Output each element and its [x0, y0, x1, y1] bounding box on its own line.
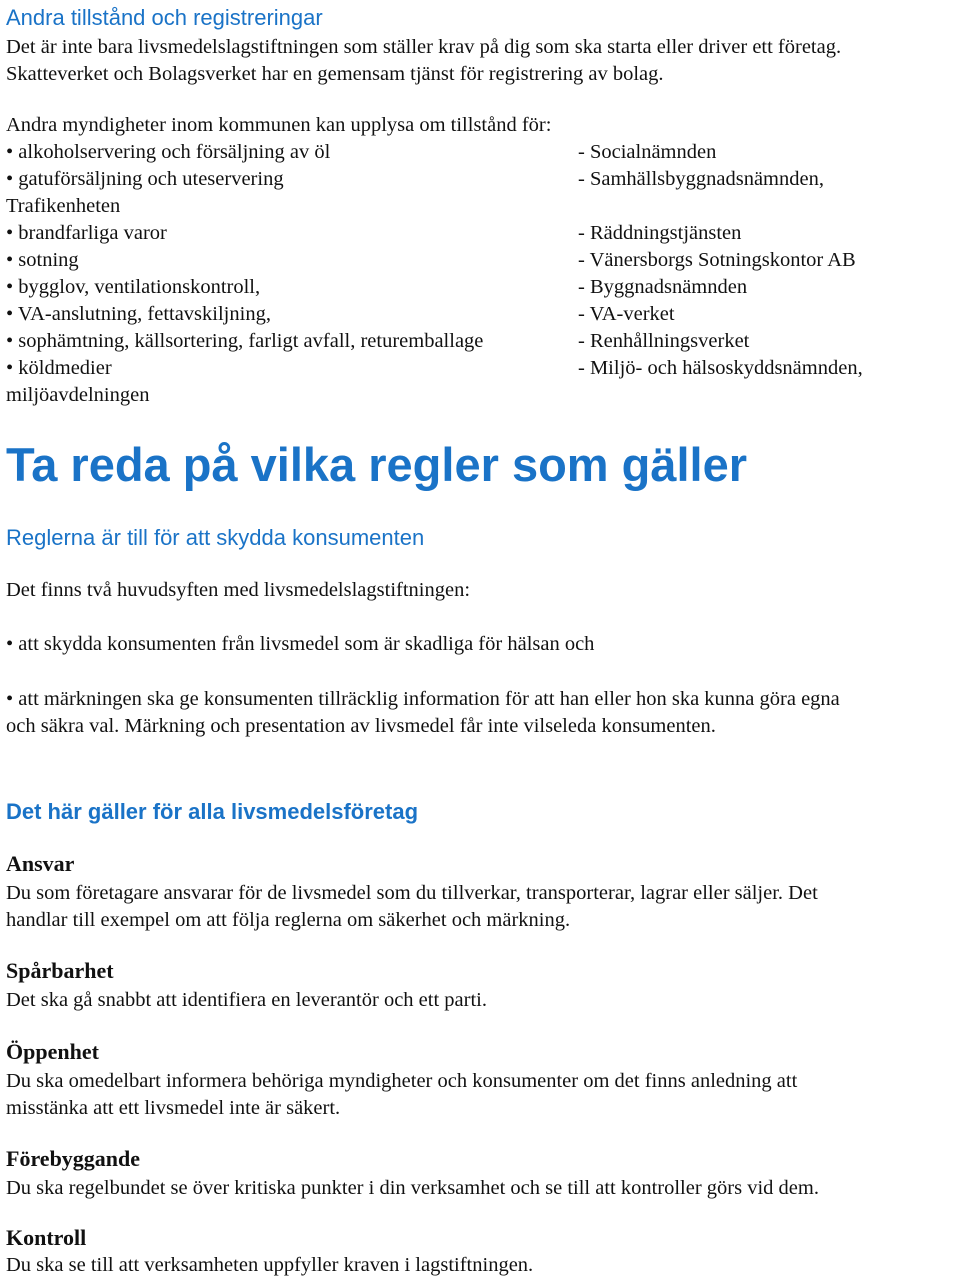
- permit-topic: • VA-anslutning, fettavskiljning,: [6, 303, 271, 325]
- purpose-bullet-2-cont: och säkra val. Märkning och presentation av livsmedel får inte vilseleda konsumenten.: [6, 715, 716, 737]
- authority-name: - Vänersborgs Sotningskontor AB: [578, 249, 856, 271]
- section-heading-permits: Andra tillstånd och registreringar: [6, 5, 323, 30]
- paragraph-line: Du ska regelbundet se över kritiska punkter i din verksamhet och se till att kontroller görs vid dem.: [6, 1177, 819, 1199]
- paragraph-line: Du ska se till att verksamheten uppfyller kraven i lagstiftningen.: [6, 1254, 534, 1276]
- subheading-kontroll: Kontroll: [6, 1225, 87, 1250]
- permit-topic: • köldmedier: [6, 357, 112, 379]
- paragraph-line: Du ska omedelbart informera behöriga myndigheter och konsumenter om det finns anledning att: [6, 1070, 798, 1092]
- subheading-forebyggande: Förebyggande: [6, 1146, 141, 1171]
- authority-row: [6, 382, 956, 409]
- paragraph-line: Du som företagare ansvarar för de livsmedel som du tillverkar, transporterar, lagrar eller säljer. Det: [6, 882, 818, 904]
- authority-name: - Miljö- och hälsoskyddsnämnden,: [578, 357, 863, 379]
- authority-name: - VA-verket: [578, 303, 675, 325]
- permit-topic: • bygglov, ventilationskontroll,: [6, 276, 261, 298]
- authority-row: [6, 355, 956, 382]
- paragraph-line: handlar till exempel om att följa reglerna om säkerhet och märkning.: [6, 909, 571, 931]
- purpose-lead: Det finns två huvudsyften med livsmedelslagstiftningen:: [6, 579, 471, 601]
- purpose-bullet-2: • att märkningen ska ge konsumenten tillräcklig information för att han eller hon ska kunna göra egna: [6, 688, 840, 710]
- authority-row: [6, 328, 956, 355]
- authority-name: - Socialnämnden: [578, 141, 717, 163]
- authority-name: - Räddningstjänsten: [578, 222, 742, 244]
- authority-row: [6, 301, 956, 328]
- permit-topic: • alkoholservering och försäljning av öl: [6, 141, 331, 163]
- paragraph-line: misstänka att ett livsmedel inte är säkert.: [6, 1097, 341, 1119]
- permit-topic: Trafikenheten: [6, 195, 121, 217]
- permit-topic: • gatuförsäljning och uteservering: [6, 168, 284, 190]
- section-heading-all-businesses: Det här gäller för alla livsmedelsföretag: [6, 799, 419, 824]
- authority-row: [6, 274, 956, 301]
- authority-row: [6, 166, 956, 193]
- purpose-bullet-1: • att skydda konsumenten från livsmedel som är skadliga för hälsan och: [6, 633, 595, 655]
- intro-line-1: Det är inte bara livsmedelslagstiftningen som ställer krav på dig som ska starta eller driver ett företag.: [6, 36, 842, 58]
- permit-topic: miljöavdelningen: [6, 384, 150, 406]
- authority-row: [6, 139, 956, 166]
- authority-name: - Samhällsbyggnadsnämnden,: [578, 168, 824, 190]
- authority-name: - Renhållningsverket: [578, 330, 750, 352]
- rules-title: Ta reda på vilka regler som gäller: [6, 438, 748, 491]
- permit-topic: • sophämtning, källsortering, farligt avfall, returemballage: [6, 330, 484, 352]
- intro-line-2: Skatteverket och Bolagsverket har en gemensam tjänst för registrering av bolag.: [6, 63, 664, 85]
- permit-topic: • brandfarliga varor: [6, 222, 167, 244]
- authority-row: [6, 220, 956, 247]
- authorities-lead: Andra myndigheter inom kommunen kan upplysa om tillstånd för:: [6, 114, 552, 136]
- authority-row: [6, 247, 956, 274]
- rules-subtitle: Reglerna är till för att skydda konsumenten: [6, 525, 425, 550]
- subheading-sparbarhet: Spårbarhet: [6, 958, 114, 983]
- subheading-oppenhet: Öppenhet: [6, 1039, 99, 1064]
- paragraph-line: Det ska gå snabbt att identifiera en leverantör och ett parti.: [6, 989, 487, 1011]
- permit-topic: • sotning: [6, 249, 79, 271]
- subheading-ansvar: Ansvar: [6, 851, 75, 876]
- authority-name: - Byggnadsnämnden: [578, 276, 748, 298]
- authority-row: [6, 193, 956, 220]
